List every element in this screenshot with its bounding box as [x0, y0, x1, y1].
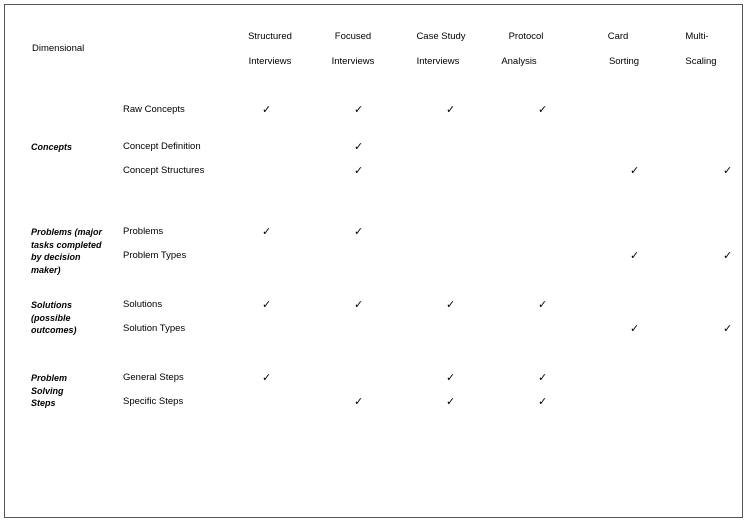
check-mark-icon: ✓	[723, 249, 733, 262]
check-mark-icon: ✓	[262, 225, 272, 238]
row-label-concept-definition: Concept Definition	[123, 141, 201, 152]
col-card-line1: Card	[607, 31, 629, 42]
check-mark-icon: ✓	[538, 395, 548, 408]
row-label-general-steps: General Steps	[123, 372, 184, 383]
col-protocol-line2: Analysis	[501, 56, 537, 67]
check-mark-icon: ✓	[354, 298, 364, 311]
col-casestudy-line2: Interviews	[416, 56, 460, 67]
check-mark-icon: ✓	[354, 225, 364, 238]
col-structured-line2: Interviews	[248, 56, 292, 67]
check-mark-icon: ✓	[446, 371, 456, 384]
row-label-concept-structures: Concept Structures	[123, 165, 205, 176]
col-focused-line2: Interviews	[331, 56, 375, 67]
group-concepts: Concepts	[31, 142, 73, 152]
col-casestudy-line1: Case Study	[416, 31, 466, 42]
check-mark-icon: ✓	[446, 103, 456, 116]
check-mark-icon: ✓	[354, 140, 364, 153]
check-mark-icon: ✓	[446, 395, 456, 408]
check-mark-icon: ✓	[262, 298, 272, 311]
check-mark-icon: ✓	[354, 164, 364, 177]
check-mark-icon: ✓	[630, 322, 640, 335]
row-label-specific-steps: Specific Steps	[123, 396, 184, 407]
dimensional-header: Dimensional	[32, 43, 85, 54]
row-label-problems: Problems	[123, 226, 164, 237]
check-mark-icon: ✓	[446, 298, 456, 311]
col-multi-line1: Multi-	[685, 31, 709, 42]
group-solutions: Solutions (possible outcomes)	[31, 300, 77, 335]
check-mark-icon: ✓	[723, 322, 733, 335]
row-label-solutions: Solutions	[123, 299, 163, 310]
col-multi-line2: Scaling	[685, 56, 717, 67]
row-label-raw-concepts: Raw Concepts	[123, 104, 185, 115]
check-mark-icon: ✓	[630, 164, 640, 177]
check-mark-icon: ✓	[538, 298, 548, 311]
col-focused-line1: Focused	[334, 31, 372, 42]
row-label-solution-types: Solution Types	[123, 323, 186, 334]
check-mark-icon: ✓	[262, 371, 272, 384]
row-label-problem-types: Problem Types	[123, 250, 187, 261]
col-structured-line1: Structured	[248, 31, 292, 42]
check-mark-icon: ✓	[538, 371, 548, 384]
check-mark-icon: ✓	[262, 103, 272, 116]
col-card-line2: Sorting	[608, 56, 640, 67]
check-mark-icon: ✓	[630, 249, 640, 262]
check-mark-icon: ✓	[354, 395, 364, 408]
check-mark-icon: ✓	[538, 103, 548, 116]
check-mark-icon: ✓	[354, 103, 364, 116]
group-problems: Problems (major tasks completed by decision maker)	[31, 227, 103, 275]
group-problem-solving-steps: Problem Solving Steps	[31, 373, 68, 408]
check-mark-icon: ✓	[723, 164, 733, 177]
col-protocol-line1: Protocol	[508, 31, 544, 42]
